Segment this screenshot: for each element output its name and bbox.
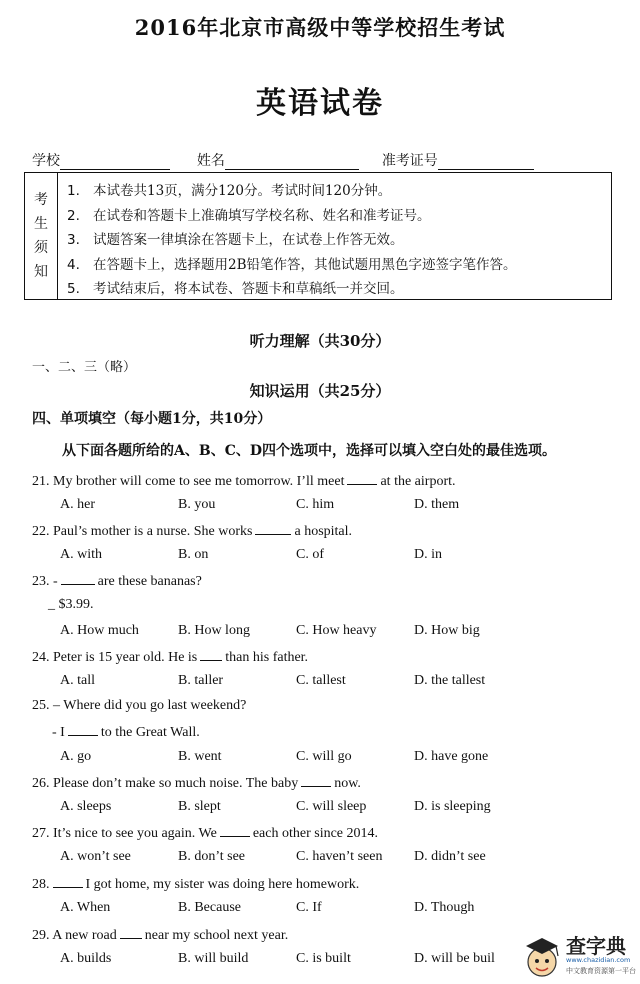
option: A. with xyxy=(60,547,102,562)
question-stem: 22. Paul’s mother is a nurse. She works a hospital. xyxy=(32,524,353,539)
option: D. is sleeping xyxy=(414,799,491,814)
notice-item-number: 3. xyxy=(67,232,80,248)
option: C. haven’t seen xyxy=(296,849,383,864)
question-answer-line: - I to the Great Wall. xyxy=(52,725,200,740)
notice-label-char: 须 xyxy=(34,240,48,256)
question-stem: 24. Peter is 15 year old. He is than his father. xyxy=(32,650,309,665)
question-stem: 23. - are these bananas? xyxy=(32,574,202,589)
notice-item-text: 考试结束后，将本试卷、答题卡和草稿纸一并交回。 xyxy=(93,281,404,297)
option: B. on xyxy=(178,547,209,562)
notice-item-text: 在答题卡上，选择题用2B铅笔作答，其他试题用黑色字迹签字笔作答。 xyxy=(93,256,517,273)
listening-skipped-note: 一、二、三（略） xyxy=(32,360,137,375)
option: C. of xyxy=(296,547,324,562)
exam-subtitle: 英语试卷 xyxy=(256,86,384,121)
option: C. tallest xyxy=(296,673,346,688)
notice-item-number: 2. xyxy=(67,207,80,224)
question-stem: 25. – Where did you go last weekend? xyxy=(32,698,247,713)
option: A. builds xyxy=(60,951,112,966)
notice-item-text: 本试卷共13页，满分120分。考试时间120分钟。 xyxy=(93,183,392,199)
question-stem: 29. A new road near my school next year. xyxy=(32,928,289,943)
option: A. sleeps xyxy=(60,799,112,814)
option: A. won’t see xyxy=(60,849,131,864)
exam-number-blank xyxy=(438,155,534,170)
logo-url: www.chazidian.com xyxy=(566,956,631,964)
watermark-logo xyxy=(520,928,636,980)
option: C. him xyxy=(296,497,335,512)
school-blank xyxy=(60,155,170,170)
notice-label-char: 考 xyxy=(34,192,48,208)
option: C. will go xyxy=(296,749,352,764)
notice-item xyxy=(67,277,517,302)
name-label: 姓名 xyxy=(196,153,225,169)
option: D. in xyxy=(414,547,442,562)
option: A. her xyxy=(60,497,95,512)
part-four-instruction: 从下面各题所给的A、B、C、D四个选项中，选择可以填入空白处的最佳选项。 xyxy=(62,443,556,459)
notice-label-char: 生 xyxy=(34,216,48,232)
option: D. didn’t see xyxy=(414,849,486,864)
option: B. will build xyxy=(178,951,249,966)
question-stem: 26. Please don’t make so much noise. The baby now. xyxy=(32,776,361,791)
option: B. How long xyxy=(178,623,250,638)
option: D. How big xyxy=(414,623,480,638)
knowledge-section-heading: 知识运用（共25分） xyxy=(249,382,391,400)
notice-item-text: 试题答案一律填涂在答题卡上，在试卷上作答无效。 xyxy=(93,232,404,248)
notice-item xyxy=(67,204,517,229)
question-answer-line: _ $3.99. xyxy=(48,597,94,612)
notice-item-text: 在试卷和答题卡上准确填写学校名称、姓名和准考证号。 xyxy=(93,207,431,224)
option: A. How much xyxy=(60,623,139,638)
exam-title: 2016年北京市高级中等学校招生考试 xyxy=(134,15,506,40)
exam-number-label: 准考证号 xyxy=(381,153,438,169)
option: A. go xyxy=(60,749,92,764)
option: D. Though xyxy=(414,900,475,915)
option: B. Because xyxy=(178,900,241,915)
logo-slogan: 中文教育资源第一平台 xyxy=(566,967,636,975)
exam-notice-box xyxy=(24,172,612,300)
option: D. the tallest xyxy=(414,673,486,688)
option: B. don’t see xyxy=(178,849,246,864)
school-label: 学校 xyxy=(32,153,60,169)
notice-item xyxy=(67,253,517,278)
logo-text: 查字典 xyxy=(566,934,626,958)
option: B. went xyxy=(178,749,222,764)
option: D. them xyxy=(414,497,460,512)
option: B. you xyxy=(178,497,216,512)
part-four-heading: 四、单项填空（每小题1分，共10分） xyxy=(32,411,272,427)
question-stem: 28. I got home, my sister was doing here homework. xyxy=(32,877,360,892)
option: C. is built xyxy=(296,951,351,966)
notice-item xyxy=(67,228,517,253)
notice-label xyxy=(25,173,58,299)
notice-item-number: 4. xyxy=(67,256,80,273)
option: A. When xyxy=(60,900,111,915)
question-stem: 21. My brother will come to see me tomorrow. I’ll meet at the airport. xyxy=(32,474,456,489)
option: B. slept xyxy=(178,799,221,814)
name-blank xyxy=(225,155,359,170)
student-info-fields xyxy=(32,150,534,170)
notice-label-char: 知 xyxy=(34,264,48,280)
option: A. tall xyxy=(60,673,95,688)
notice-item-number: 1. xyxy=(67,183,80,199)
option: D. will be buil xyxy=(414,951,495,966)
option: D. have gone xyxy=(414,749,489,764)
question-stem: 27. It’s nice to see you again. We each other since 2014. xyxy=(32,826,379,841)
listening-section-heading: 听力理解（共30分） xyxy=(249,332,391,350)
option: C. will sleep xyxy=(296,799,367,814)
option: B. taller xyxy=(178,673,224,688)
option: C. If xyxy=(296,900,322,915)
option: C. How heavy xyxy=(296,623,377,638)
notice-list xyxy=(67,179,517,302)
notice-item-number: 5. xyxy=(67,281,80,297)
notice-item xyxy=(67,179,517,204)
